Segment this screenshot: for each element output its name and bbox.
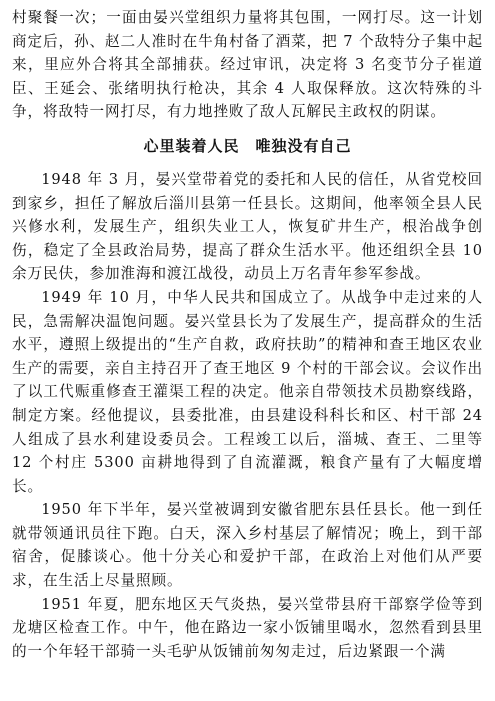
section-heading: 心里装着人民 唯独没有自己 <box>143 136 352 155</box>
paragraph-capture-operation: 村聚餐一次；一面由晏兴堂组织力量将其包围，一网打尽。这一计划商定后，孙、赵二人准时在牛角村备了酒菜，把 7 个敌特分子集中起来，里应外合将其全部捕获。经过审讯，决定将 3 名变节分子崔道臣、王延会、张绪明执行枪决，其余 4 人取保释放。这次特殊的斗争，将敌特一网打尽，有力地挫败了敌人瓦解民主政权的阴谋。 <box>12 9 483 121</box>
paragraph-1950: 1950 年下半年，晏兴堂被调到安徽省肥东县任县长。他一到任就带领通讯员往下跑。白天，深入乡村基层了解情况；晚上，到干部宿舍，促膝谈心。他十分关心和爱护干部，在政治上对他们从严要求，在生活上尽量照顾。 <box>12 501 483 590</box>
paragraph-1948: 1948 年 3 月，晏兴堂带着党的委托和人民的信任，从省党校回到家乡，担任了解放后淄川县第一任县长。这期间，他率领全县人民兴修水利，发展生产，组织失业工人，恢复矿井生产，根治战争创伤，稳定了全县政治局势，提高了群众生活水平。他还组织全县 10 余万民伕，参加淮海和渡江战役，动员上万名青年参军参战。 <box>12 170 483 283</box>
paragraph-1949: 1949 年 10 月，中华人民共和国成立了。从战争中走过来的人民，急需解决温饱问题。晏兴堂县长为了发展生产，提高群众的生活水平，遵照上级提出的“生产自救，政府扶助”的精神和查王地区农业生产的需要，亲自主持召开了查王地区 9 个村的干部会议。会议作出了以工代赈重修查王灌渠工程的决定。他亲自带领技术员勘察线路，制定方案。经他提议，县委批准，由县建设科科长和区、村干部 24 人组成了县水利建设委员会。工程竣工以后，淄城、查王、二里等 12 个村庄 5300 亩耕地得到了自流灌溉，粮食产量有了大幅度增长。 <box>12 288 483 495</box>
paragraph-1951: 1951 年夏，肥东地区天气炎热，晏兴堂带县府干部察学俭等到龙塘区检查工作。中午，他在路边一家小饭铺里喝水，忽然看到县里的一个年轻干部骑一头毛驴从饭铺前匆匆走过，后边紧跟一个满 <box>12 595 483 660</box>
